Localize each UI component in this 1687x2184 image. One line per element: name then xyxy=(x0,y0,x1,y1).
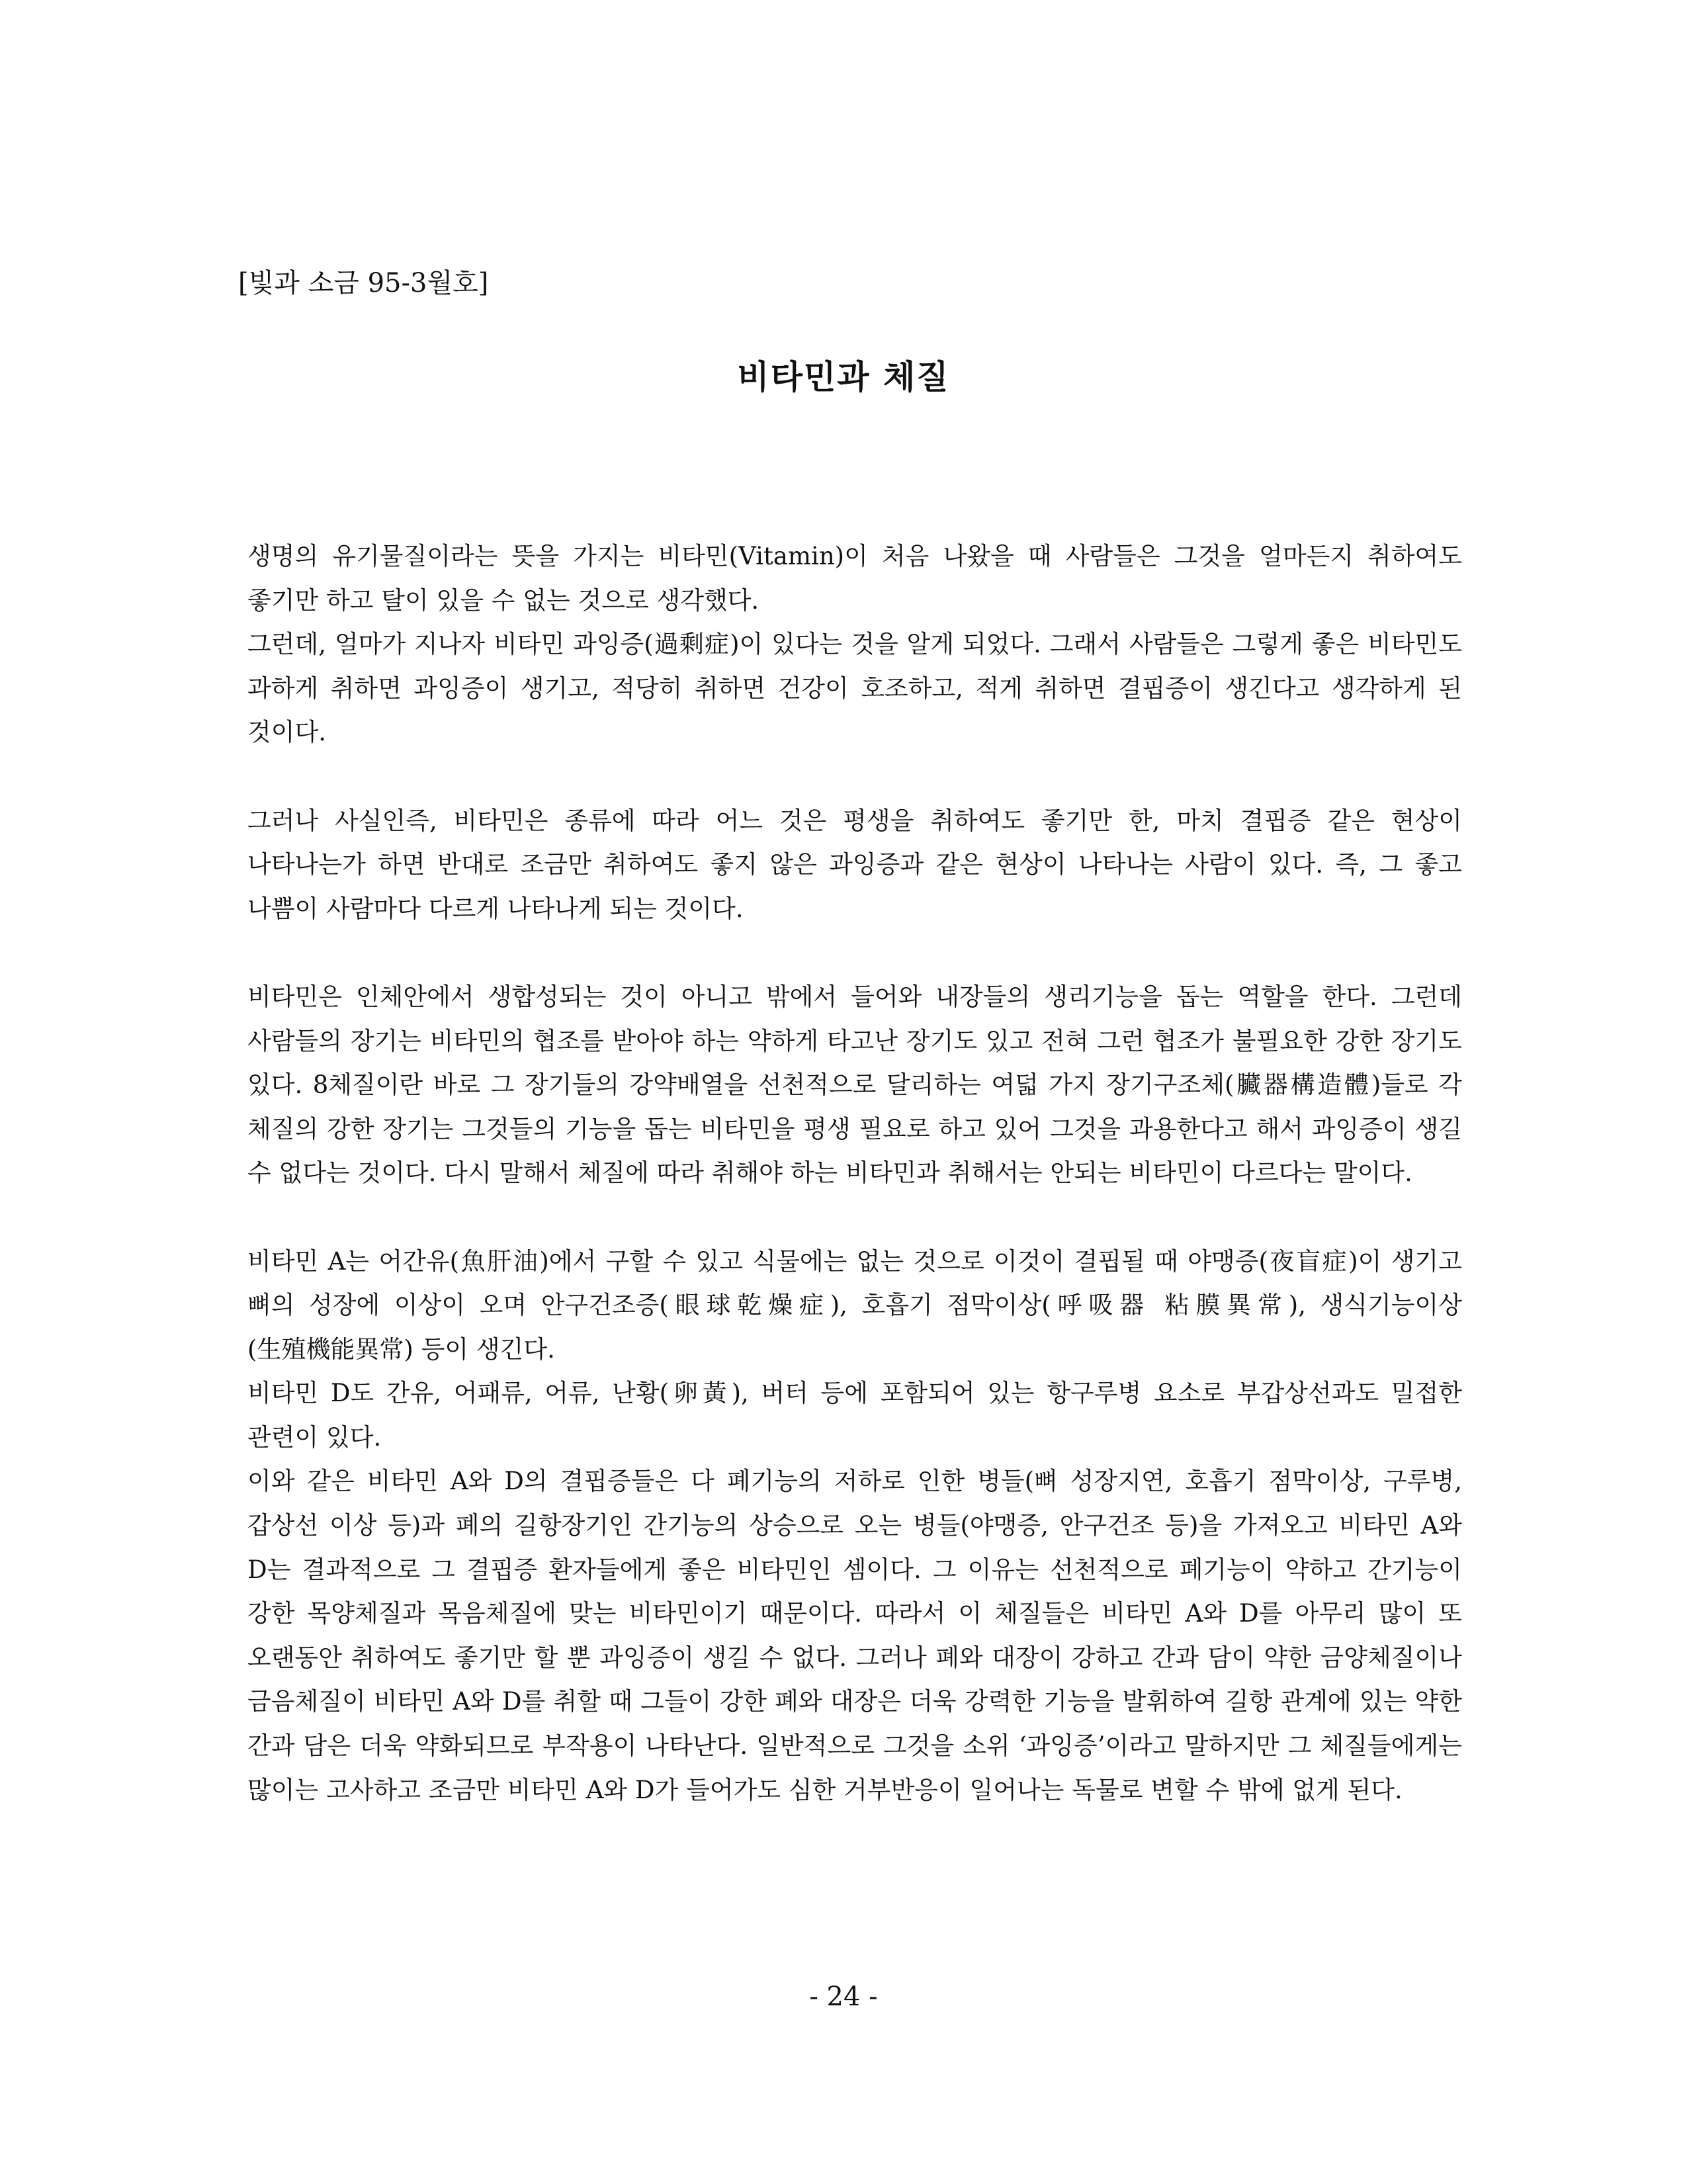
document-body xyxy=(232,535,1462,1812)
document-title: 비타민과 체질 xyxy=(737,357,950,396)
paragraph: 그런데, 얼마가 지나자 비타민 과잉증(過剩症)이 있다는 것을 알게 되었다. 그래서 사람들은 그렇게 좋은 비타민도 과하게 취하면 과잉증이 생기고, 적당히 취하면 건강이 호조하고, 적게 취하면 결핍증이 생긴다고 생각하게 된 것이다. xyxy=(247,630,1462,747)
paragraph: 이와 같은 비타민 A와 D의 결핍증들은 다 폐기능의 저하로 인한 병들(뼈 성장지연, 호흡기 점막이상, 구루병, 갑상선 이상 등)과 폐의 길항장기인 간기능의 상승으로 오는 병들(야맹증, 안구건조 등)을 가져오고 비타민 A와 D는 결과적으로 그 결핍증 환자들에게 좋은 비타민인 셈이다. 그 이유는 선천적으로 폐기능이 약하고 간기능이 강한 목양체질과 목음체질에 맞는 비타민이기 때문이다. 따라서 이 체질들은 비타민 A와 D를 아무리 많이 또 오랜동안 취하여도 좋기만 할 뿐 과잉증이 생길 수 없다. 그러나 폐와 대장이 강하고 간과 담이 약한 금양체질이나 금음체질이 비타민 A와 D를 취할 때 그들이 강한 폐와 대장은 더욱 강력한 기능을 발휘하여 길항 관계에 있는 약한 간과 담은 더욱 약화되므로 부작용이 나타난다. 일반적으로 그것을 소위 ‘과잉증’이라고 말하지만 그 체질들에게는 많이는 고사하고 조금만 비타민 A와 D가 들어가도 심한 거부반응이 일어나는 독물로 변할 수 밖에 없게 된다. xyxy=(247,1467,1462,1804)
paragraph: 그러나 사실인즉, 비타민은 종류에 따라 어느 것은 평생을 취하여도 좋기만 한, 마치 결핍증 같은 현상이 나타나는가 하면 반대로 조금만 취하여도 좋지 않은 과잉증과 같은 현상이 나타나는 사람이 있다. 즉, 그 좋고 나쁨이 사람마다 다르게 나타나게 되는 것이다. xyxy=(247,806,1462,923)
paragraph: 생명의 유기물질이라는 뜻을 가지는 비타민(Vitamin)이 처음 나왔을 때 사람들은 그것을 얼마든지 취하여도 좋기만 하고 탈이 있을 수 없는 것으로 생각했다. xyxy=(247,542,1462,615)
page-number: - 24 - xyxy=(809,1982,878,2012)
paragraph: 비타민 A는 어간유(魚肝油)에서 구할 수 있고 식물에는 없는 것으로 이것이 결핍될 때 야맹증(夜盲症)이 생기고 뼈의 성장에 이상이 오며 안구건조증(眼球乾燥症), 호흡기 점막이상(呼吸器 粘膜異常), 생식기능이상(生殖機能異常) 등이 생긴다. xyxy=(247,1246,1462,1364)
paragraph: 비타민은 인체안에서 생합성되는 것이 아니고 밖에서 들어와 내장들의 생리기능을 돕는 역할을 한다. 그런데 사람들의 장기는 비타민의 협조를 받아야 하는 약하게 타고난 장기도 있고 전혀 그런 협조가 불필요한 강한 장기도 있다. 8체질이란 바로 그 장기들의 강약배열을 선천적으로 달리하는 여덟 가지 장기구조체(臟器構造體)들로 각 체질의 강한 장기는 그것들의 기능을 돕는 비타민을 평생 필요로 하고 있어 그것을 과용한다고 해서 과잉증이 생길 수 없다는 것이다. 다시 말해서 체질에 따라 취해야 하는 비타민과 취해서는 안되는 비타민이 다르다는 말이다. xyxy=(247,982,1462,1188)
paragraph: 비타민 D도 간유, 어패류, 어류, 난황(卵黃), 버터 등에 포함되어 있는 항구루병 요소로 부갑상선과도 밀접한 관련이 있다. xyxy=(247,1379,1462,1452)
source-note: [빛과 소금 95-3월호] xyxy=(238,268,489,298)
